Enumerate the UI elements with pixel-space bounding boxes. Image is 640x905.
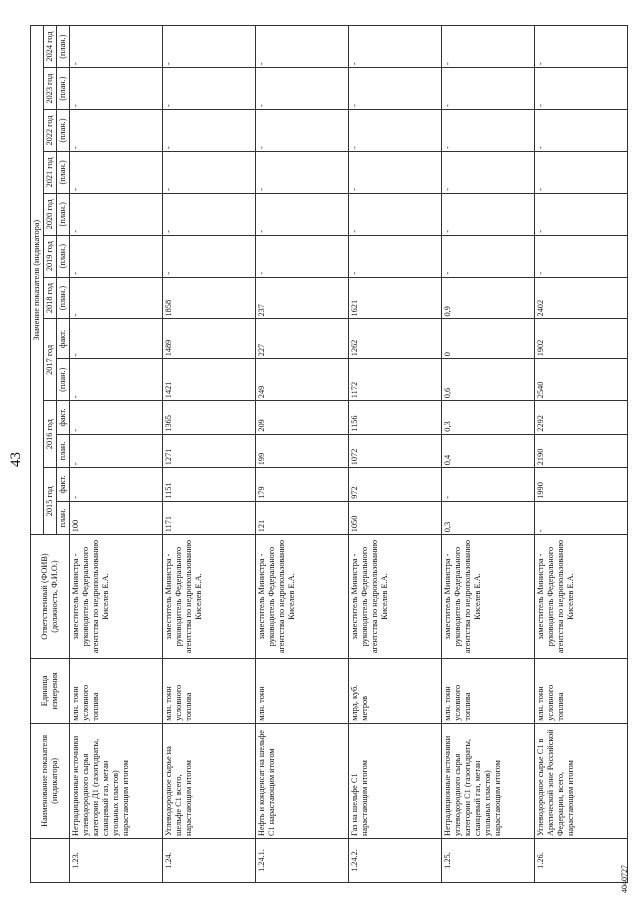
header-year: 2019 год [43, 235, 56, 277]
value-cell: - [348, 110, 441, 152]
value-cell: - [534, 110, 627, 152]
indicator-name: Нефть и конденсат на шельфе С1 нарастающим итогом [255, 723, 348, 838]
value-cell: - [534, 26, 627, 68]
value-cell: 2190 [534, 434, 627, 468]
value-cell: - [441, 110, 534, 152]
value-cell: - [534, 193, 627, 235]
header-number [31, 839, 70, 883]
value-cell: 121 [255, 501, 348, 535]
table-row [348, 26, 441, 883]
value-cell: - [69, 434, 162, 468]
value-cell: - [69, 277, 162, 319]
responsible-cell: заместитель Министра - руководитель Федерального агентства по недропользованию Киселев Е.А. [255, 535, 348, 659]
row-number: 1.24. [162, 839, 255, 883]
header-year: 2024 год [43, 26, 56, 68]
value-cell: - [255, 193, 348, 235]
value-cell: 1421 [162, 359, 255, 401]
value-cell: - [69, 319, 162, 359]
value-cell: 1172 [348, 359, 441, 401]
header-values-group: Значение показателя (индикатора) [31, 26, 44, 535]
value-cell: - [162, 26, 255, 68]
header-sub: факт. [56, 319, 69, 359]
value-cell: - [348, 26, 441, 68]
value-cell: - [162, 151, 255, 193]
value-cell: - [69, 193, 162, 235]
value-cell: 0 [441, 319, 534, 359]
row-number: 1.24.2. [348, 839, 441, 883]
header-unit: Единица измерения [31, 658, 70, 723]
header-sub: (план.) [56, 110, 69, 152]
value-cell: 227 [255, 319, 348, 359]
value-cell: 0,3 [441, 501, 534, 535]
row-number: 1.26. [534, 839, 627, 883]
indicator-name: Углеводородное сырье на шельфе С1 всего, нарастающим итогом [162, 723, 255, 838]
header-year: 2023 год [43, 68, 56, 110]
header-row-1 [31, 26, 44, 883]
indicator-name: Нетрадиционные источники углеводородного сырья категории Д1 (газогидраты, сланцевый газ, метан угольных пластов) нарастающим итогом [69, 723, 162, 838]
value-cell: - [348, 193, 441, 235]
value-cell: - [441, 235, 534, 277]
value-cell: 2292 [534, 401, 627, 435]
row-number: 1.23. [69, 839, 162, 883]
value-cell: 0,9 [441, 277, 534, 319]
header-sub: (план.) [56, 26, 69, 68]
value-cell: - [69, 468, 162, 502]
header-year: 2020 год [43, 193, 56, 235]
indicator-name: Углеводородное сырье С1 в Арктической зоне Российской Федерации, всего, нарастающим итогом [534, 723, 627, 838]
value-cell: 1072 [348, 434, 441, 468]
indicator-table [30, 25, 628, 883]
document-code: 4040727 [620, 865, 629, 893]
value-cell: - [69, 26, 162, 68]
value-cell: - [441, 151, 534, 193]
unit-cell: млн. тонн условного топлива [69, 658, 162, 723]
value-cell: - [162, 110, 255, 152]
header-year: 2018 год [43, 277, 56, 319]
table-row [534, 26, 627, 883]
header-sub: (план.) [56, 277, 69, 319]
value-cell: 1858 [162, 277, 255, 319]
value-cell: 1271 [162, 434, 255, 468]
header-sub: (план.) [56, 235, 69, 277]
value-cell: - [255, 151, 348, 193]
header-sub: (план.) [56, 359, 69, 401]
value-cell: 1050 [348, 501, 441, 535]
value-cell: 209 [255, 401, 348, 435]
unit-cell: млрд. куб. метров [348, 658, 441, 723]
value-cell: - [534, 235, 627, 277]
value-cell: - [534, 68, 627, 110]
value-cell: - [69, 151, 162, 193]
header-sub: план. [56, 434, 69, 468]
value-cell: - [162, 235, 255, 277]
table-row [441, 26, 534, 883]
value-cell: - [441, 468, 534, 502]
value-cell: 1902 [534, 319, 627, 359]
header-name: Наименование показателя (индикатора) [31, 723, 70, 838]
value-cell: - [441, 193, 534, 235]
value-cell: 100 [69, 501, 162, 535]
value-cell: 1489 [162, 319, 255, 359]
unit-cell: млн. тонн условного топлива [441, 658, 534, 723]
value-cell: 1990 [534, 468, 627, 502]
value-cell: - [255, 26, 348, 68]
unit-cell: млн. тонн условного топлива [162, 658, 255, 723]
page-number: 43 [8, 452, 24, 467]
indicator-name: Нетрадиционные источники углеводородного сырья категории С1 (газогидраты, сланцевый газ, метан угольных пластов) нарастающим итогом [441, 723, 534, 838]
value-cell: - [441, 26, 534, 68]
value-cell: - [255, 235, 348, 277]
value-cell: 972 [348, 468, 441, 502]
row-number: 1.24.1. [255, 839, 348, 883]
header-year: 2017 год [43, 319, 56, 401]
value-cell: - [69, 401, 162, 435]
value-cell: - [69, 235, 162, 277]
responsible-cell: заместитель Министра - руководитель Федерального агентства по недропользованию Киселев Е.А. [162, 535, 255, 659]
value-cell: 1365 [162, 401, 255, 435]
value-cell: 0,3 [441, 401, 534, 435]
unit-cell: млн. тонн условного топлива [534, 658, 627, 723]
value-cell: 237 [255, 277, 348, 319]
header-year: 2021 год [43, 151, 56, 193]
header-sub: (план.) [56, 151, 69, 193]
value-cell: 1156 [348, 401, 441, 435]
value-cell: 199 [255, 434, 348, 468]
value-cell: - [534, 151, 627, 193]
header-responsible: Ответственный (ФОИВ) (должность, Ф.И.О.) [31, 535, 70, 659]
responsible-cell: заместитель Министра - руководитель Федерального агентства по недропользованию Киселев Е.А. [441, 535, 534, 659]
header-sub: план. [56, 501, 69, 535]
value-cell: - [255, 68, 348, 110]
responsible-cell: заместитель Министра - руководитель Федерального агентства по недропользованию Киселев Е.А. [534, 535, 627, 659]
table-row [69, 26, 162, 883]
value-cell: - [348, 68, 441, 110]
value-cell: - [69, 68, 162, 110]
responsible-cell: заместитель Министра - руководитель Федерального агентства по недропользованию Киселев Е.А. [348, 535, 441, 659]
table-row [162, 26, 255, 883]
header-year: 2022 год [43, 110, 56, 152]
header-sub: факт. [56, 401, 69, 435]
value-cell: 1621 [348, 277, 441, 319]
header-year: 2015 год [43, 468, 56, 535]
indicator-name: Газ на шельфе С1 нарастающим итогом [348, 723, 441, 838]
value-cell: - [69, 359, 162, 401]
header-sub: (план.) [56, 68, 69, 110]
value-cell: - [534, 501, 627, 535]
value-cell: - [348, 235, 441, 277]
value-cell: 249 [255, 359, 348, 401]
value-cell: 2402 [534, 277, 627, 319]
value-cell: - [69, 110, 162, 152]
header-sub: факт. [56, 468, 69, 502]
value-cell: - [255, 110, 348, 152]
value-cell: - [162, 68, 255, 110]
value-cell: - [162, 193, 255, 235]
header-year: 2016 год [43, 401, 56, 468]
value-cell: 1151 [162, 468, 255, 502]
header-sub: (план.) [56, 193, 69, 235]
value-cell: - [348, 151, 441, 193]
value-cell: - [441, 68, 534, 110]
table-row [255, 26, 348, 883]
row-number: 1.25. [441, 839, 534, 883]
unit-cell: млн. тонн [255, 658, 348, 723]
responsible-cell: заместитель Министра - руководитель Федерального агентства по недропользованию Киселев Е.А. [69, 535, 162, 659]
value-cell: 0,6 [441, 359, 534, 401]
value-cell: 179 [255, 468, 348, 502]
value-cell: 1171 [162, 501, 255, 535]
value-cell: 0,4 [441, 434, 534, 468]
value-cell: 2540 [534, 359, 627, 401]
value-cell: 1262 [348, 319, 441, 359]
